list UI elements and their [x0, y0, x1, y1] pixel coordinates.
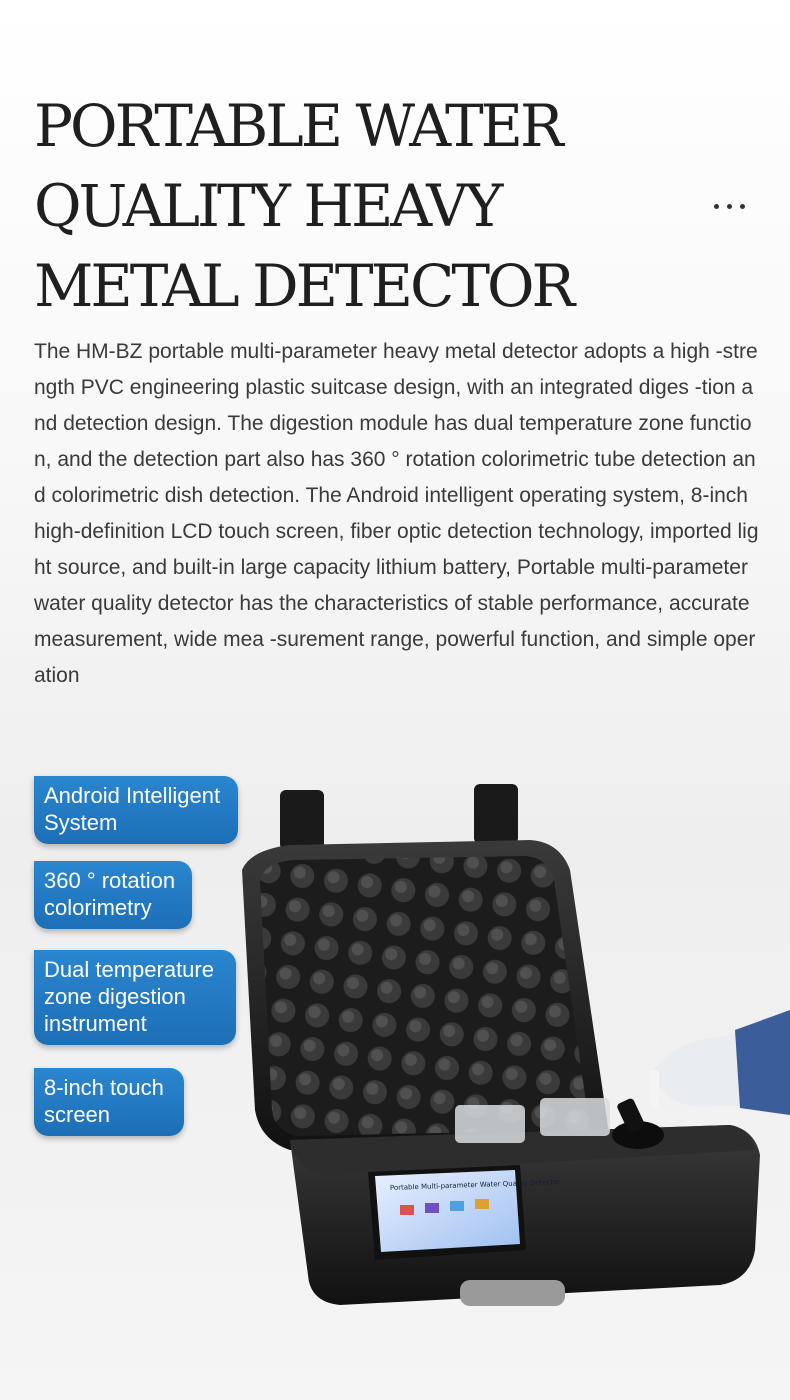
sample-tube [650, 1070, 659, 1108]
feature-tag-rotation: 360 ° rotation colorimetry [34, 861, 192, 929]
product-description: The HM-BZ portable multi-parameter heavy metal detector adopts a high -strength PVC engineering plastic suitcase design, with an integrated diges -tion and detection design. The digestion module has dual temperature zone function, and the detection part also has 360 ° rotation colorimetric tube detection and colorimetric dish detection. The Android intelligent operating system, 8-inch high-definition LCD touch screen, fiber optic detection technology, imported light source, and built-in large capacity lithium battery, Portable multi-parameter water quality detector has the characteristics of stable performance, accurate measurement, wide mea -surement range, powerful function, and simple operation [34, 340, 759, 687]
dot-icon [727, 204, 732, 209]
more-options-icon[interactable] [714, 196, 764, 216]
lid-foam [260, 856, 590, 1136]
feature-tag-android: Android Intelligent System [34, 776, 238, 844]
latch-right [474, 784, 518, 844]
screen-icon [450, 1201, 464, 1211]
screen-icon [475, 1199, 489, 1209]
dot-icon [740, 204, 745, 209]
sleeve [735, 1010, 790, 1115]
case-handle [460, 1280, 565, 1306]
sample-box [455, 1105, 525, 1143]
dot-icon [714, 204, 719, 209]
latch-left [280, 790, 324, 850]
screen-title: Portable Multi-parameter Water Quality Detector [389, 1178, 561, 1192]
detector-product-image [230, 780, 790, 1380]
feature-tag-touchscreen: 8-inch touch screen [34, 1068, 184, 1136]
screen-icon [425, 1203, 439, 1213]
screen-icon [400, 1205, 414, 1215]
sample-box [540, 1098, 610, 1136]
feature-tag-digestion: Dual temperature zone digestion instrument [34, 950, 236, 1045]
page-title: PORTABLE WATER QUALITY HEAVY METAL DETECTOR [34, 92, 573, 320]
